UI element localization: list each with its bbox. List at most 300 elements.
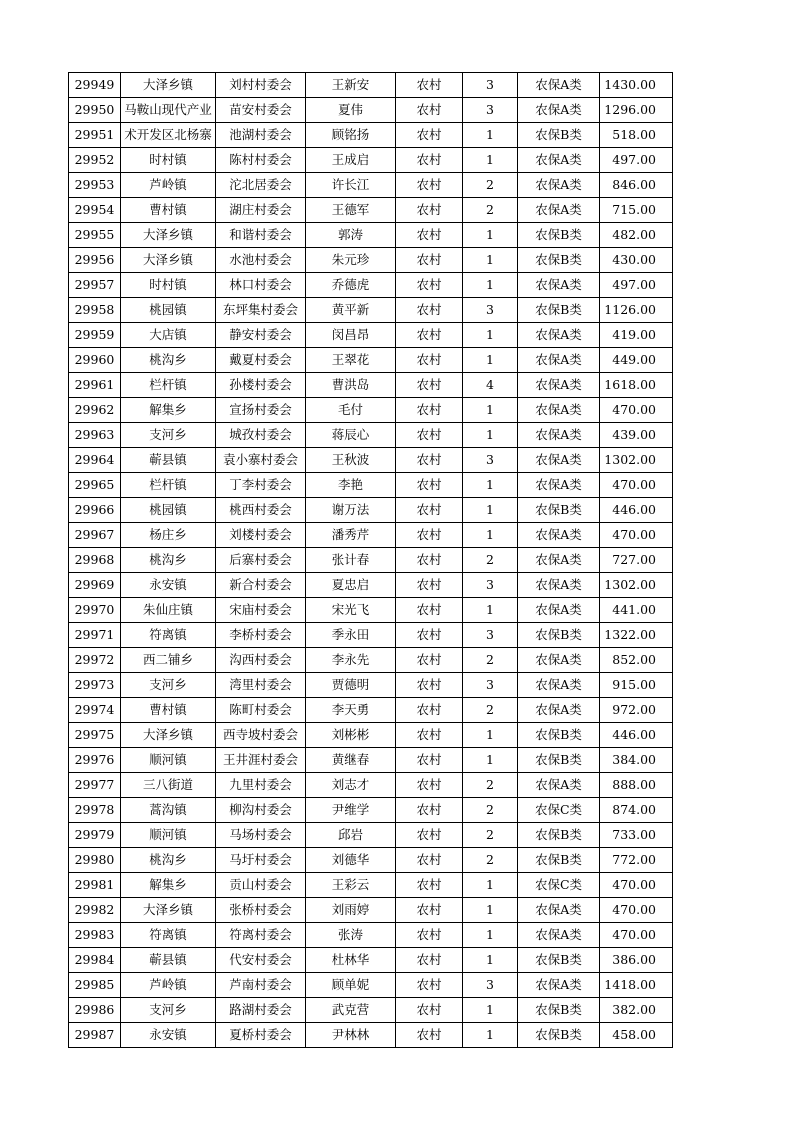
household-type-cell: 农村 <box>396 673 463 698</box>
insurance-category-cell: 农保B类 <box>518 123 600 148</box>
village-committee-cell: 马圩村委会 <box>216 848 306 873</box>
town-cell: 西二铺乡 <box>121 648 216 673</box>
person-name-cell: 王德军 <box>306 198 396 223</box>
record-id-cell: 29983 <box>69 923 121 948</box>
member-count-cell: 1 <box>463 873 518 898</box>
member-count-cell: 2 <box>463 823 518 848</box>
benefit-register-sheet <box>68 72 672 1048</box>
household-type-cell: 农村 <box>396 648 463 673</box>
amount-cell: 715.00 <box>600 198 673 223</box>
amount-cell: 727.00 <box>600 548 673 573</box>
village-committee-cell: 贡山村委会 <box>216 873 306 898</box>
insurance-category-cell: 农保A类 <box>518 598 600 623</box>
person-name-cell: 宋光飞 <box>306 598 396 623</box>
record-id-cell: 29958 <box>69 298 121 323</box>
person-name-cell: 王彩云 <box>306 873 396 898</box>
town-cell: 芦岭镇 <box>121 973 216 998</box>
record-id-cell: 29985 <box>69 973 121 998</box>
member-count-cell: 1 <box>463 323 518 348</box>
household-type-cell: 农村 <box>396 873 463 898</box>
household-type-cell: 农村 <box>396 623 463 648</box>
record-id-cell: 29986 <box>69 998 121 1023</box>
table-row <box>69 173 673 198</box>
member-count-cell: 3 <box>463 623 518 648</box>
town-cell: 顺河镇 <box>121 823 216 848</box>
table-row <box>69 498 673 523</box>
person-name-cell: 刘彬彬 <box>306 723 396 748</box>
table-row <box>69 723 673 748</box>
village-committee-cell: 陈町村委会 <box>216 698 306 723</box>
town-cell: 大泽乡镇 <box>121 248 216 273</box>
household-type-cell: 农村 <box>396 448 463 473</box>
member-count-cell: 2 <box>463 698 518 723</box>
village-committee-cell: 池湖村委会 <box>216 123 306 148</box>
village-committee-cell: 王井涯村委会 <box>216 748 306 773</box>
member-count-cell: 1 <box>463 723 518 748</box>
table-row <box>69 273 673 298</box>
record-id-cell: 29976 <box>69 748 121 773</box>
town-cell: 桃沟乡 <box>121 348 216 373</box>
person-name-cell: 刘志才 <box>306 773 396 798</box>
member-count-cell: 1 <box>463 948 518 973</box>
town-cell: 栏杆镇 <box>121 373 216 398</box>
record-id-cell: 29965 <box>69 473 121 498</box>
household-type-cell: 农村 <box>396 123 463 148</box>
town-cell: 大泽乡镇 <box>121 898 216 923</box>
amount-cell: 972.00 <box>600 698 673 723</box>
town-cell: 支河乡 <box>121 673 216 698</box>
record-id-cell: 29954 <box>69 198 121 223</box>
household-type-cell: 农村 <box>396 173 463 198</box>
household-type-cell: 农村 <box>396 823 463 848</box>
record-id-cell: 29952 <box>69 148 121 173</box>
insurance-category-cell: 农保B类 <box>518 623 600 648</box>
record-id-cell: 29980 <box>69 848 121 873</box>
table-row <box>69 398 673 423</box>
member-count-cell: 1 <box>463 348 518 373</box>
village-committee-cell: 苗安村委会 <box>216 98 306 123</box>
village-committee-cell: 代安村委会 <box>216 948 306 973</box>
household-type-cell: 农村 <box>396 573 463 598</box>
village-committee-cell: 湖庄村委会 <box>216 198 306 223</box>
household-type-cell: 农村 <box>396 373 463 398</box>
member-count-cell: 2 <box>463 173 518 198</box>
person-name-cell: 夏忠启 <box>306 573 396 598</box>
person-name-cell: 张计春 <box>306 548 396 573</box>
benefit-register-table <box>68 72 673 1048</box>
amount-cell: 458.00 <box>600 1023 673 1048</box>
table-row <box>69 548 673 573</box>
village-committee-cell: 后寨村委会 <box>216 548 306 573</box>
table-row <box>69 773 673 798</box>
amount-cell: 470.00 <box>600 473 673 498</box>
insurance-category-cell: 农保A类 <box>518 773 600 798</box>
person-name-cell: 郭涛 <box>306 223 396 248</box>
member-count-cell: 2 <box>463 773 518 798</box>
town-cell: 杨庄乡 <box>121 523 216 548</box>
village-committee-cell: 刘楼村委会 <box>216 523 306 548</box>
record-id-cell: 29984 <box>69 948 121 973</box>
household-type-cell: 农村 <box>396 523 463 548</box>
village-committee-cell: 城孜村委会 <box>216 423 306 448</box>
member-count-cell: 1 <box>463 898 518 923</box>
member-count-cell: 4 <box>463 373 518 398</box>
insurance-category-cell: 农保A类 <box>518 73 600 98</box>
insurance-category-cell: 农保A类 <box>518 173 600 198</box>
household-type-cell: 农村 <box>396 348 463 373</box>
village-committee-cell: 林口村委会 <box>216 273 306 298</box>
amount-cell: 470.00 <box>600 398 673 423</box>
member-count-cell: 3 <box>463 673 518 698</box>
village-committee-cell: 芦南村委会 <box>216 973 306 998</box>
member-count-cell: 3 <box>463 573 518 598</box>
amount-cell: 874.00 <box>600 798 673 823</box>
household-type-cell: 农村 <box>396 398 463 423</box>
village-committee-cell: 李桥村委会 <box>216 623 306 648</box>
record-id-cell: 29967 <box>69 523 121 548</box>
village-committee-cell: 东坪集村委会 <box>216 298 306 323</box>
record-id-cell: 29950 <box>69 98 121 123</box>
person-name-cell: 许长江 <box>306 173 396 198</box>
household-type-cell: 农村 <box>396 748 463 773</box>
insurance-category-cell: 农保A类 <box>518 548 600 573</box>
person-name-cell: 顾铭扬 <box>306 123 396 148</box>
member-count-cell: 1 <box>463 148 518 173</box>
village-committee-cell: 张桥村委会 <box>216 898 306 923</box>
insurance-category-cell: 农保A类 <box>518 398 600 423</box>
amount-cell: 439.00 <box>600 423 673 448</box>
amount-cell: 441.00 <box>600 598 673 623</box>
table-row <box>69 998 673 1023</box>
household-type-cell: 农村 <box>396 323 463 348</box>
record-id-cell: 29956 <box>69 248 121 273</box>
insurance-category-cell: 农保B类 <box>518 298 600 323</box>
village-committee-cell: 和谐村委会 <box>216 223 306 248</box>
member-count-cell: 1 <box>463 248 518 273</box>
record-id-cell: 29962 <box>69 398 121 423</box>
person-name-cell: 王翠花 <box>306 348 396 373</box>
insurance-category-cell: 农保B类 <box>518 848 600 873</box>
table-row <box>69 598 673 623</box>
person-name-cell: 谢万法 <box>306 498 396 523</box>
person-name-cell: 蒋辰心 <box>306 423 396 448</box>
person-name-cell: 朱元珍 <box>306 248 396 273</box>
record-id-cell: 29957 <box>69 273 121 298</box>
town-cell: 解集乡 <box>121 873 216 898</box>
amount-cell: 1618.00 <box>600 373 673 398</box>
town-cell: 大泽乡镇 <box>121 73 216 98</box>
amount-cell: 446.00 <box>600 498 673 523</box>
village-committee-cell: 符离村委会 <box>216 923 306 948</box>
amount-cell: 733.00 <box>600 823 673 848</box>
record-id-cell: 29955 <box>69 223 121 248</box>
record-id-cell: 29974 <box>69 698 121 723</box>
person-name-cell: 闵昌昂 <box>306 323 396 348</box>
person-name-cell: 李艳 <box>306 473 396 498</box>
table-row <box>69 348 673 373</box>
record-id-cell: 29959 <box>69 323 121 348</box>
person-name-cell: 刘德华 <box>306 848 396 873</box>
amount-cell: 470.00 <box>600 923 673 948</box>
member-count-cell: 2 <box>463 798 518 823</box>
insurance-category-cell: 农保B类 <box>518 723 600 748</box>
insurance-category-cell: 农保A类 <box>518 898 600 923</box>
town-cell: 时村镇 <box>121 273 216 298</box>
household-type-cell: 农村 <box>396 598 463 623</box>
insurance-category-cell: 农保A类 <box>518 698 600 723</box>
town-cell: 桃园镇 <box>121 298 216 323</box>
person-name-cell: 武克营 <box>306 998 396 1023</box>
household-type-cell: 农村 <box>396 923 463 948</box>
village-committee-cell: 沱北居委会 <box>216 173 306 198</box>
village-committee-cell: 湾里村委会 <box>216 673 306 698</box>
table-row <box>69 698 673 723</box>
member-count-cell: 1 <box>463 223 518 248</box>
person-name-cell: 黄平新 <box>306 298 396 323</box>
record-id-cell: 29970 <box>69 598 121 623</box>
member-count-cell: 2 <box>463 198 518 223</box>
amount-cell: 430.00 <box>600 248 673 273</box>
insurance-category-cell: 农保A类 <box>518 523 600 548</box>
town-cell: 三八街道 <box>121 773 216 798</box>
table-row <box>69 673 673 698</box>
amount-cell: 384.00 <box>600 748 673 773</box>
town-cell: 术开发区北杨寨 <box>121 123 216 148</box>
amount-cell: 518.00 <box>600 123 673 148</box>
insurance-category-cell: 农保C类 <box>518 798 600 823</box>
village-committee-cell: 宣扬村委会 <box>216 398 306 423</box>
amount-cell: 1418.00 <box>600 973 673 998</box>
amount-cell: 497.00 <box>600 273 673 298</box>
table-row <box>69 448 673 473</box>
town-cell: 解集乡 <box>121 398 216 423</box>
village-committee-cell: 新合村委会 <box>216 573 306 598</box>
village-committee-cell: 袁小寨村委会 <box>216 448 306 473</box>
village-committee-cell: 戴夏村委会 <box>216 348 306 373</box>
table-row <box>69 198 673 223</box>
village-committee-cell: 刘村村委会 <box>216 73 306 98</box>
person-name-cell: 曹洪岛 <box>306 373 396 398</box>
amount-cell: 446.00 <box>600 723 673 748</box>
table-row <box>69 523 673 548</box>
insurance-category-cell: 农保A类 <box>518 673 600 698</box>
amount-cell: 470.00 <box>600 898 673 923</box>
amount-cell: 1430.00 <box>600 73 673 98</box>
insurance-category-cell: 农保A类 <box>518 423 600 448</box>
table-row <box>69 473 673 498</box>
member-count-cell: 3 <box>463 973 518 998</box>
record-id-cell: 29978 <box>69 798 121 823</box>
town-cell: 曹村镇 <box>121 198 216 223</box>
town-cell: 桃园镇 <box>121 498 216 523</box>
member-count-cell: 2 <box>463 548 518 573</box>
person-name-cell: 王秋波 <box>306 448 396 473</box>
insurance-category-cell: 农保B类 <box>518 223 600 248</box>
table-row <box>69 873 673 898</box>
table-row <box>69 623 673 648</box>
table-row <box>69 148 673 173</box>
table-row <box>69 823 673 848</box>
village-committee-cell: 马场村委会 <box>216 823 306 848</box>
household-type-cell: 农村 <box>396 223 463 248</box>
record-id-cell: 29968 <box>69 548 121 573</box>
person-name-cell: 张涛 <box>306 923 396 948</box>
person-name-cell: 乔德虎 <box>306 273 396 298</box>
town-cell: 桃沟乡 <box>121 848 216 873</box>
record-id-cell: 29951 <box>69 123 121 148</box>
record-id-cell: 29966 <box>69 498 121 523</box>
member-count-cell: 1 <box>463 998 518 1023</box>
amount-cell: 482.00 <box>600 223 673 248</box>
household-type-cell: 农村 <box>396 948 463 973</box>
insurance-category-cell: 农保B类 <box>518 998 600 1023</box>
table-row <box>69 948 673 973</box>
village-committee-cell: 丁李村委会 <box>216 473 306 498</box>
village-committee-cell: 西寺坡村委会 <box>216 723 306 748</box>
record-id-cell: 29982 <box>69 898 121 923</box>
record-id-cell: 29972 <box>69 648 121 673</box>
record-id-cell: 29981 <box>69 873 121 898</box>
household-type-cell: 农村 <box>396 198 463 223</box>
amount-cell: 888.00 <box>600 773 673 798</box>
town-cell: 栏杆镇 <box>121 473 216 498</box>
amount-cell: 419.00 <box>600 323 673 348</box>
register-body <box>69 73 673 1048</box>
town-cell: 蕲县镇 <box>121 948 216 973</box>
amount-cell: 1296.00 <box>600 98 673 123</box>
insurance-category-cell: 农保A类 <box>518 373 600 398</box>
amount-cell: 846.00 <box>600 173 673 198</box>
person-name-cell: 潘秀芹 <box>306 523 396 548</box>
member-count-cell: 1 <box>463 123 518 148</box>
town-cell: 时村镇 <box>121 148 216 173</box>
person-name-cell: 夏伟 <box>306 98 396 123</box>
town-cell: 马鞍山现代产业 <box>121 98 216 123</box>
member-count-cell: 1 <box>463 923 518 948</box>
record-id-cell: 29987 <box>69 1023 121 1048</box>
member-count-cell: 2 <box>463 848 518 873</box>
amount-cell: 1302.00 <box>600 448 673 473</box>
household-type-cell: 农村 <box>396 298 463 323</box>
person-name-cell: 邱岩 <box>306 823 396 848</box>
town-cell: 曹村镇 <box>121 698 216 723</box>
insurance-category-cell: 农保B类 <box>518 248 600 273</box>
household-type-cell: 农村 <box>396 1023 463 1048</box>
member-count-cell: 1 <box>463 498 518 523</box>
village-committee-cell: 静安村委会 <box>216 323 306 348</box>
village-committee-cell: 九里村委会 <box>216 773 306 798</box>
member-count-cell: 3 <box>463 98 518 123</box>
household-type-cell: 农村 <box>396 548 463 573</box>
household-type-cell: 农村 <box>396 248 463 273</box>
amount-cell: 1322.00 <box>600 623 673 648</box>
table-row <box>69 248 673 273</box>
member-count-cell: 1 <box>463 273 518 298</box>
amount-cell: 449.00 <box>600 348 673 373</box>
person-name-cell: 王成启 <box>306 148 396 173</box>
person-name-cell: 李天勇 <box>306 698 396 723</box>
amount-cell: 915.00 <box>600 673 673 698</box>
person-name-cell: 杜林华 <box>306 948 396 973</box>
town-cell: 芦岭镇 <box>121 173 216 198</box>
table-row <box>69 298 673 323</box>
town-cell: 蕲县镇 <box>121 448 216 473</box>
insurance-category-cell: 农保A类 <box>518 273 600 298</box>
table-row <box>69 73 673 98</box>
person-name-cell: 李永先 <box>306 648 396 673</box>
table-row <box>69 323 673 348</box>
table-row <box>69 648 673 673</box>
amount-cell: 1126.00 <box>600 298 673 323</box>
household-type-cell: 农村 <box>396 423 463 448</box>
town-cell: 永安镇 <box>121 573 216 598</box>
person-name-cell: 贾德明 <box>306 673 396 698</box>
member-count-cell: 1 <box>463 748 518 773</box>
record-id-cell: 29953 <box>69 173 121 198</box>
insurance-category-cell: 农保B类 <box>518 1023 600 1048</box>
town-cell: 蒿沟镇 <box>121 798 216 823</box>
table-row <box>69 848 673 873</box>
town-cell: 大泽乡镇 <box>121 723 216 748</box>
household-type-cell: 农村 <box>396 973 463 998</box>
insurance-category-cell: 农保A类 <box>518 348 600 373</box>
household-type-cell: 农村 <box>396 848 463 873</box>
table-row <box>69 898 673 923</box>
town-cell: 大泽乡镇 <box>121 223 216 248</box>
table-row <box>69 423 673 448</box>
household-type-cell: 农村 <box>396 98 463 123</box>
amount-cell: 470.00 <box>600 873 673 898</box>
member-count-cell: 3 <box>463 298 518 323</box>
insurance-category-cell: 农保A类 <box>518 973 600 998</box>
record-id-cell: 29971 <box>69 623 121 648</box>
insurance-category-cell: 农保B类 <box>518 748 600 773</box>
insurance-category-cell: 农保A类 <box>518 473 600 498</box>
table-row <box>69 373 673 398</box>
record-id-cell: 29960 <box>69 348 121 373</box>
member-count-cell: 1 <box>463 523 518 548</box>
insurance-category-cell: 农保B类 <box>518 498 600 523</box>
village-committee-cell: 夏桥村委会 <box>216 1023 306 1048</box>
town-cell: 永安镇 <box>121 1023 216 1048</box>
record-id-cell: 29961 <box>69 373 121 398</box>
insurance-category-cell: 农保A类 <box>518 648 600 673</box>
household-type-cell: 农村 <box>396 498 463 523</box>
insurance-category-cell: 农保A类 <box>518 923 600 948</box>
town-cell: 符离镇 <box>121 923 216 948</box>
household-type-cell: 农村 <box>396 798 463 823</box>
member-count-cell: 3 <box>463 448 518 473</box>
insurance-category-cell: 农保B类 <box>518 823 600 848</box>
table-row <box>69 748 673 773</box>
town-cell: 顺河镇 <box>121 748 216 773</box>
insurance-category-cell: 农保A类 <box>518 198 600 223</box>
town-cell: 桃沟乡 <box>121 548 216 573</box>
household-type-cell: 农村 <box>396 473 463 498</box>
table-row <box>69 973 673 998</box>
table-row <box>69 1023 673 1048</box>
table-row <box>69 223 673 248</box>
amount-cell: 772.00 <box>600 848 673 873</box>
record-id-cell: 29979 <box>69 823 121 848</box>
member-count-cell: 1 <box>463 598 518 623</box>
town-cell: 大店镇 <box>121 323 216 348</box>
member-count-cell: 1 <box>463 398 518 423</box>
person-name-cell: 尹维学 <box>306 798 396 823</box>
town-cell: 支河乡 <box>121 998 216 1023</box>
village-committee-cell: 宋庙村委会 <box>216 598 306 623</box>
household-type-cell: 农村 <box>396 723 463 748</box>
